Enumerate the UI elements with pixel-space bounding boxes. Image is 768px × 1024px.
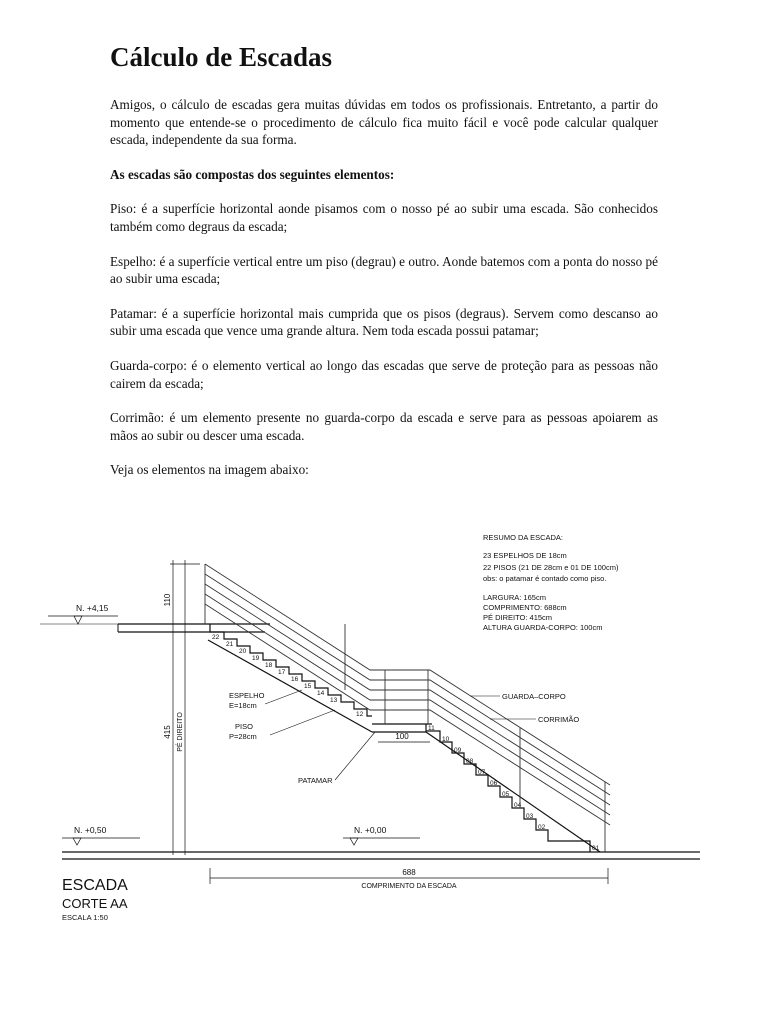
piso-label: PISO [235, 722, 253, 731]
landing-length-dim: 100 [395, 732, 409, 741]
total-length-label: COMPRIMENTO DA ESCADA [361, 883, 457, 890]
handrail-height-dim: 110 [163, 593, 172, 607]
ground-slab [62, 852, 700, 859]
level-marker-ground [343, 825, 420, 845]
step-number: 06 [490, 780, 498, 787]
summary-comprimento: COMPRIMENTO: 688cm [483, 603, 567, 612]
step-number: 18 [265, 662, 273, 669]
intro-paragraph: Amigos, o cálculo de escadas gera muitas dúvidas em todos os profissionais. Entretanto, a partir do momento que entende-se o procedimento de cálculo fica muito fácil e você pode calcular qualquer escada, independente da sua forma. [110, 97, 658, 148]
patamar-label: PATAMAR [298, 776, 333, 785]
step-number: 15 [304, 683, 312, 690]
level-left-label: N. +0,50 [74, 825, 107, 835]
step-number: 17 [278, 669, 286, 676]
level-marker-top [48, 603, 118, 624]
upper-slab [40, 624, 270, 632]
piso-value: P=28cm [229, 732, 257, 741]
ceiling-height-label: PÉ DIREITO [177, 712, 184, 752]
caption-scale: ESCALA 1:50 [62, 913, 108, 922]
summary-obs: obs: o patamar é contado como piso. [483, 574, 607, 583]
step-number: 07 [478, 769, 486, 776]
step-number: 14 [317, 690, 325, 697]
step-number: 01 [592, 845, 600, 852]
paragraph-patamar: Patamar: é a superfície horizontal mais cumprida que os pisos (degraus). Servem como descanso ao subir uma escada que vence uma grande altura. Nem toda escada possui patamar; [110, 305, 658, 339]
step-number: 02 [538, 824, 546, 831]
summary-block [483, 533, 619, 632]
step-number: 20 [239, 648, 247, 655]
step-number: 10 [442, 736, 450, 743]
length-dimension [210, 868, 608, 890]
step-number: 22 [212, 634, 220, 641]
ceiling-height-dim: 415 [163, 725, 172, 739]
closing-paragraph: Veja os elementos na imagem abaixo: [110, 462, 309, 478]
step-number: 19 [252, 655, 260, 662]
espelho-label: ESPELHO [229, 691, 265, 700]
espelho-value: E=18cm [229, 701, 257, 710]
summary-title: RESUMO DA ESCADA: [483, 533, 564, 542]
vertical-dimensions [163, 560, 200, 855]
staircase-section-svg [0, 520, 768, 940]
summary-pisos: 22 PISOS (21 DE 28cm e 01 DE 100cm) [483, 563, 619, 572]
paragraph-piso: Piso: é a superfície horizontal aonde pisamos com o nosso pé ao subir uma escada. São conhecidos também como degraus da escada; [110, 201, 658, 234]
step-number: 16 [291, 676, 299, 683]
step-number: 05 [502, 791, 510, 798]
corrimao-label: CORRIMÃO [538, 715, 580, 724]
total-length-dim: 688 [402, 868, 416, 877]
level-top-label: N. +4,15 [76, 603, 109, 613]
step-number: 09 [454, 747, 462, 754]
summary-pe-direito: PÉ DIREITO: 415cm [483, 613, 553, 622]
level-ground-label: N. +0,00 [354, 825, 387, 835]
step-number: 11 [428, 725, 435, 732]
summary-largura: LARGURA: 165cm [483, 593, 546, 602]
step-number: 04 [514, 802, 522, 809]
paragraph-guarda-corpo: Guarda-corpo: é o elemento vertical ao longo das escadas que serve de proteção para as pessoas não cairem da escada; [110, 357, 658, 391]
summary-espelhos: 23 ESPELHOS DE 18cm [483, 551, 567, 560]
drawing-caption [62, 877, 128, 922]
step-number: 08 [466, 758, 474, 765]
level-marker-left [62, 825, 140, 845]
elements-subtitle: As escadas são compostas dos seguintes elementos: [110, 166, 395, 182]
summary-altura: ALTURA GUARDA-CORPO: 100cm [483, 623, 603, 632]
staircase-drawing [0, 520, 768, 940]
caption-title: ESCADA [62, 877, 128, 894]
document-page [110, 40, 658, 496]
caption-subtitle: CORTE AA [62, 896, 128, 911]
step-number: 21 [226, 641, 234, 648]
step-number: 12 [356, 711, 364, 718]
step-number: 13 [330, 697, 338, 704]
guarda-corpo-label: GUARDA–CORPO [502, 692, 566, 701]
paragraph-corrimao: Corrimão: é um elemento presente no guarda-corpo da escada e serve para as pessoas apoiarem as mãos ao subir ou descer uma escada. [110, 410, 658, 443]
paragraph-espelho: Espelho: é a superfície vertical entre um piso (degrau) e outro. Aonde batemos com a ponta do nosso pé ao subir uma escada; [110, 253, 658, 287]
landing [372, 724, 432, 742]
step-number: 03 [526, 813, 534, 820]
document-title: Cálculo de Escadas [110, 42, 333, 72]
